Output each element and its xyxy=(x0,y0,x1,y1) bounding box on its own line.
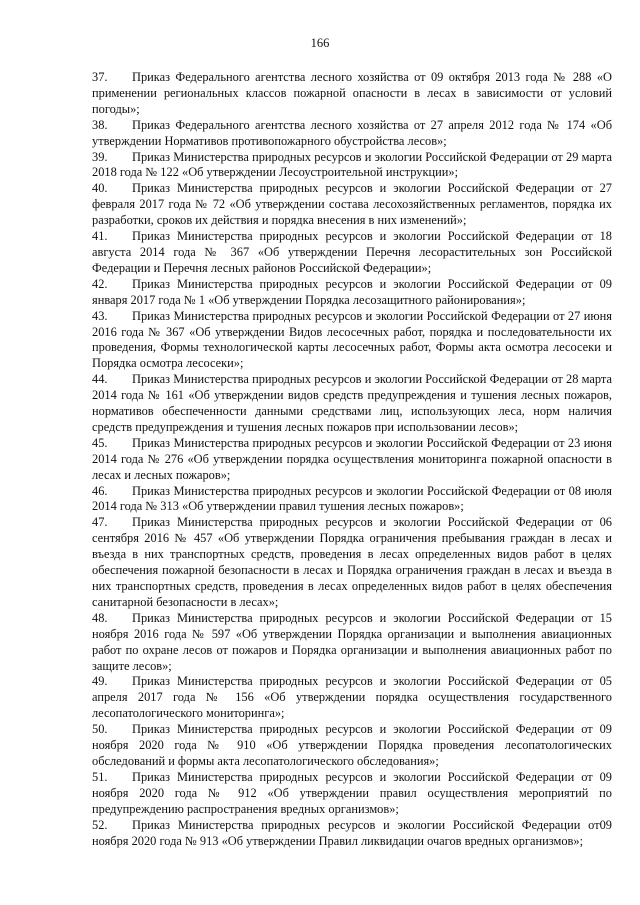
page-number: 166 xyxy=(310,36,330,50)
entry-number: 52. xyxy=(92,817,108,832)
list-item xyxy=(92,722,612,770)
entry-number: 50. xyxy=(92,722,108,737)
list-item xyxy=(92,372,612,436)
entry-number: 43. xyxy=(92,308,108,323)
entry-text: Приказ Министерства природных ресурсов и экологии Российской Федерации от 18 августа 2014 года № 367 «Об утверждении Перечня лесорастительных зон Российской Федерации и Перечня лесных районов Российской Федерации»; xyxy=(92,229,612,275)
list-item xyxy=(92,118,612,150)
entry-number: 44. xyxy=(92,372,108,387)
entry-text: Приказ Министерства природных ресурсов и экологии Российской Федерации от 05 апреля 2017 года № 156 «Об утверждении порядка осуществления государственного лесопатологического мониторинга»; xyxy=(92,674,612,721)
list-item xyxy=(92,770,612,818)
list-item xyxy=(92,150,612,182)
entry-number: 38. xyxy=(92,117,108,132)
entry-text: Приказ Федерального агентства лесного хозяйства от 09 октября 2013 года № 288 «О применении региональных классов пожарной опасности в лесах в зависимости от условий погоды»; xyxy=(92,70,612,116)
entry-number: 45. xyxy=(92,435,108,450)
entry-text: Приказ Министерства природных ресурсов и экологии Российской Федерации от 29 марта 2018 года № 122 «Об утверждении Лесоустроительной инструкции»; xyxy=(92,149,612,180)
entry-number: 48. xyxy=(92,610,108,625)
entry-number: 47. xyxy=(92,515,108,530)
entry-number: 49. xyxy=(92,674,108,689)
list-item xyxy=(92,611,612,675)
entry-number: 51. xyxy=(92,769,108,784)
entry-text: Приказ Министерства природных ресурсов и экологии Российской Федерации от 27 февраля 2017 года № 72 «Об утверждении состава лесохозяйственных регламентов, порядка их разработки, сроков их действия и порядка внесения в них изменений»; xyxy=(92,181,612,228)
list-item xyxy=(92,515,612,610)
entry-text: Приказ Министерства природных ресурсов и экологии Российской Федерации от 23 июня 2014 года № 276 «Об утверждении порядка осуществления мониторинга пожарной опасности в лесах и лесных пожаров»; xyxy=(92,435,612,482)
entry-number: 40. xyxy=(92,181,108,196)
entry-list xyxy=(92,70,612,849)
entry-number: 42. xyxy=(92,276,108,291)
entry-text: Приказ Министерства природных ресурсов и экологии Российской Федерации от 15 ноября 2016 года № 597 «Об утверждении Порядка организации и выполнения авиационных работ по охране лесов от пожаров и Порядка организации и выполнения авиационных работ по защите лесов»; xyxy=(92,610,612,673)
entry-text: Приказ Министерства природных ресурсов и экологии Российской Федерации от 09 ноября 2020 года № 910 «Об утверждении Порядка проведения лесопатологических обследований и формы акта лесопатологического обследования»; xyxy=(92,722,612,768)
entry-number: 46. xyxy=(92,483,108,498)
list-item xyxy=(92,309,612,373)
entry-text: Приказ Министерства природных ресурсов и экологии Российской Федерации от09 ноября 2020 года № 913 «Об утверждении Правил ликвидации очагов вредных организмов»; xyxy=(92,817,612,848)
list-item xyxy=(92,277,612,309)
entry-text: Приказ Министерства природных ресурсов и экологии Российской Федерации от 27 июня 2016 года № 367 «Об утверждении Видов лесосечных работ, порядка и последовательности их проведения, Формы технологической карты лесосечных работ, Формы акта осмотра лесосеки и Порядка осмотра лесосеки»; xyxy=(92,308,612,371)
list-item xyxy=(92,818,612,850)
list-item xyxy=(92,674,612,722)
entry-number: 37. xyxy=(92,70,108,84)
entry-text: Приказ Министерства природных ресурсов и экологии Российской Федерации от 06 сентября 2016 № 457 «Об утверждении Порядка ограничения пребывания граждан в лесах и въезда в них транспортных средств, проведения в лесах определенных видов работ в целях обеспечения пожарной безопасности в лесах и Порядка ограничения граждан в лесах и въезда в них транспортных средств, проведения в лесах определенных видов работ в целях обеспечения санитарной безопасности в лесах»; xyxy=(92,515,612,609)
entry-text: Приказ Министерства природных ресурсов и экологии Российской Федерации от 08 июля 2014 года № 313 «Об утверждении правил тушения лесных пожаров»; xyxy=(92,483,612,514)
entry-number: 41. xyxy=(92,229,108,244)
list-item xyxy=(92,484,612,516)
list-item xyxy=(92,181,612,229)
entry-text: Приказ Министерства природных ресурсов и экологии Российской Федерации от 09 января 2017 года № 1 «Об утверждении Порядка лесозащитного районирования»; xyxy=(92,276,612,307)
list-item xyxy=(92,229,612,277)
entry-text: Приказ Министерства природных ресурсов и экологии Российской Федерации от 28 марта 2014 года № 161 «Об утверждении видов средств предупреждения и тушения лесных пожаров, нормативов обеспеченности данными средствами лиц, использующих леса, норм наличия средств предупреждения и тушения лесных пожаров при использовании лесов»; xyxy=(92,372,612,434)
list-item xyxy=(92,436,612,484)
entry-text: Приказ Федерального агентства лесного хозяйства от 27 апреля 2012 года № 174 «Об утверждении Нормативов противопожарного обустройства лесов»; xyxy=(92,117,612,148)
entry-number: 39. xyxy=(92,149,108,164)
list-item xyxy=(92,70,612,118)
entry-text: Приказ Министерства природных ресурсов и экологии Российской Федерации от 09 ноября 2020 года № 912 «Об утверждении правил осуществления мероприятий по предупреждению распространения вредных организмов»; xyxy=(92,769,612,816)
